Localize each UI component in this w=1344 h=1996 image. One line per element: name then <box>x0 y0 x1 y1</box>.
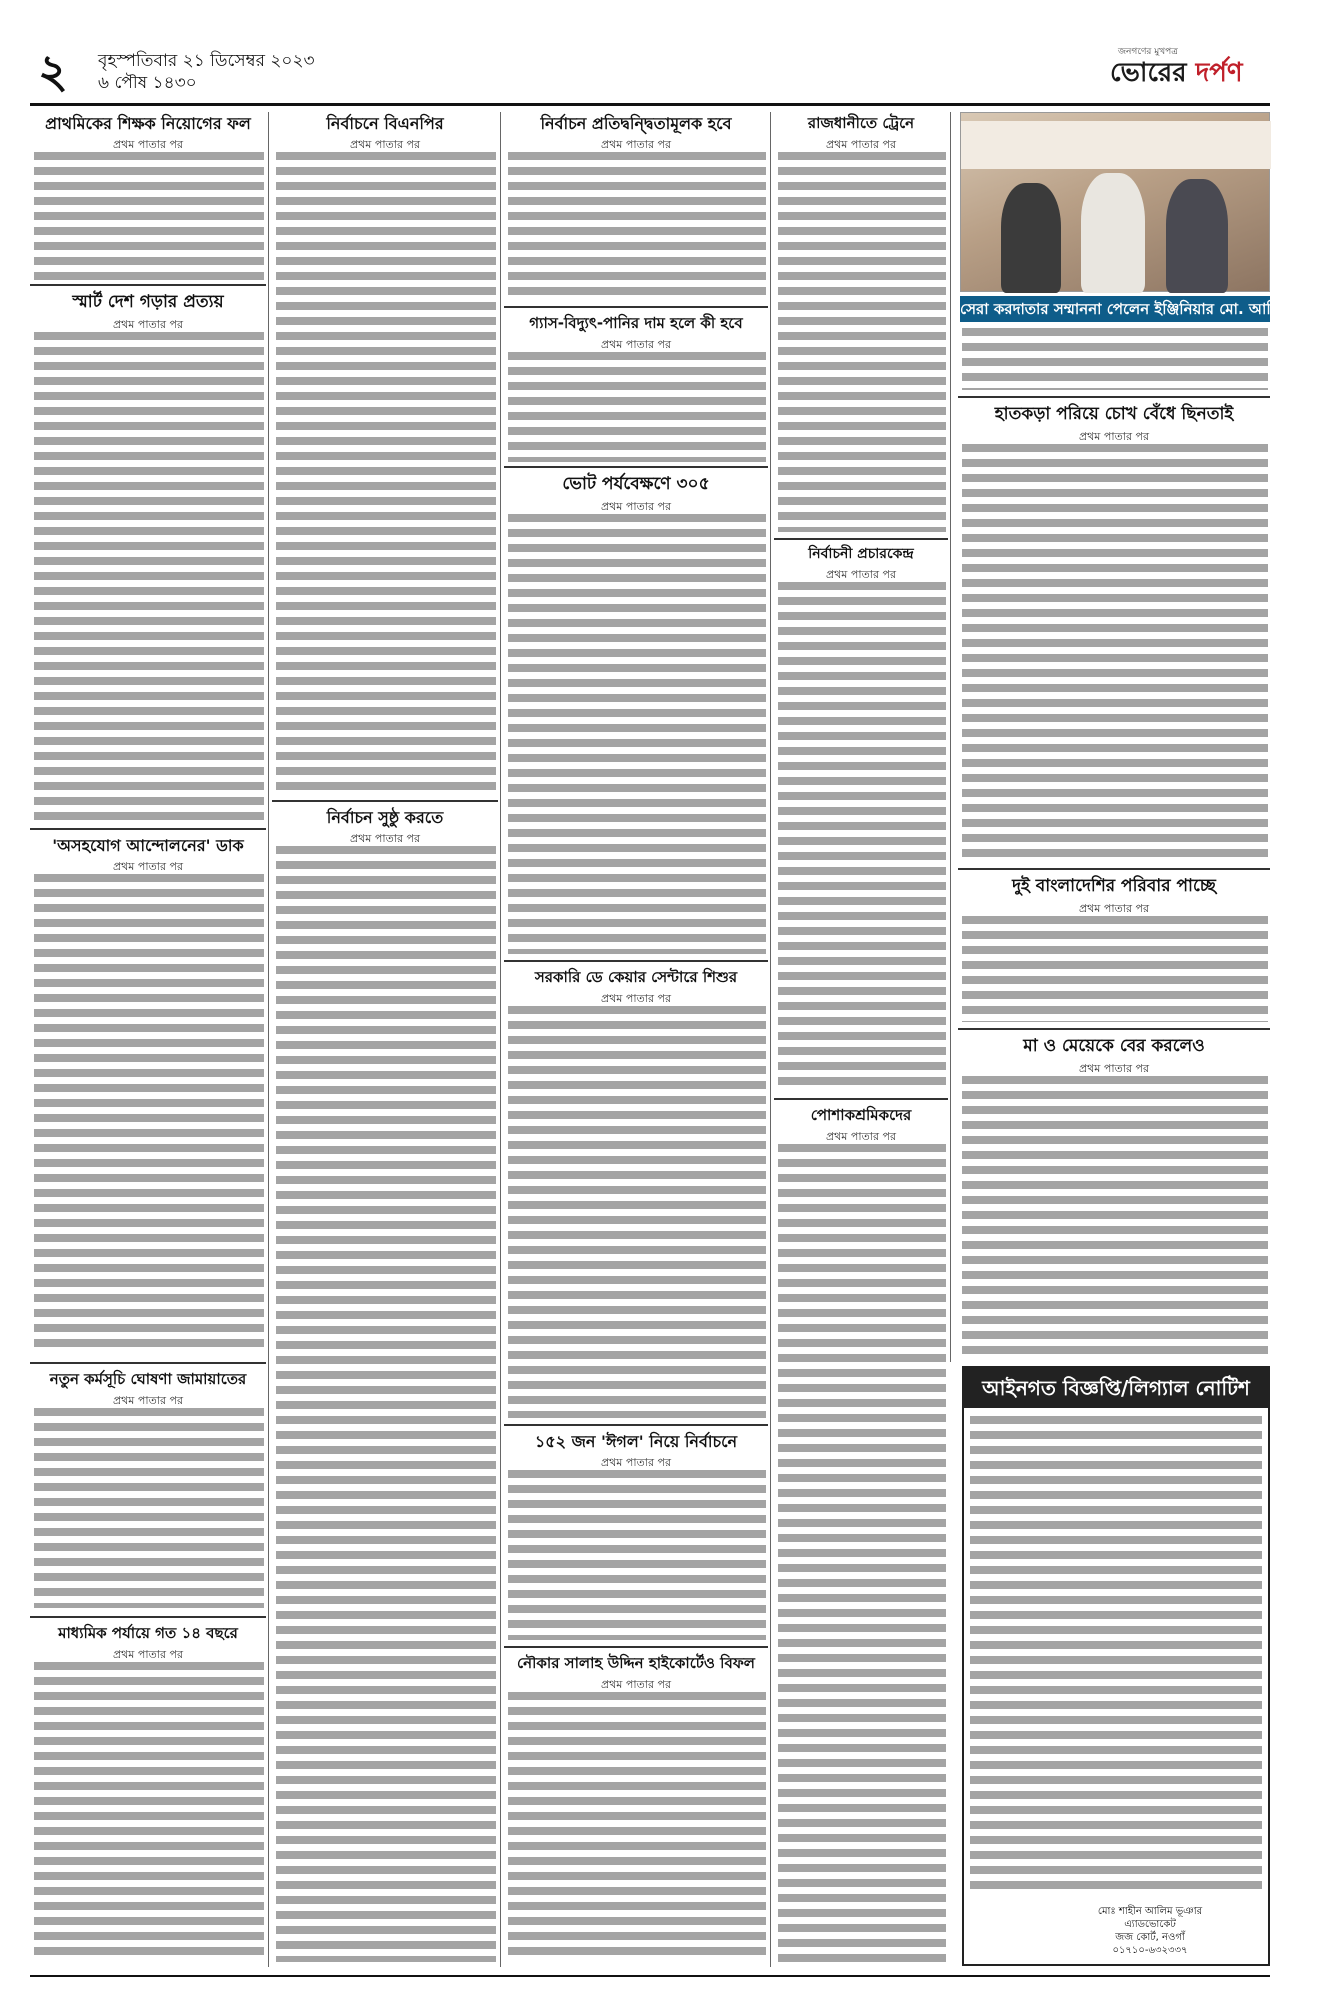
continued-label: প্রথম পাতার পর <box>112 138 184 151</box>
signature-name: মোঃ শাহীন আলিম ভূঞার <box>1097 1906 1203 1917</box>
continued-label: প্রথম পাতার পর <box>112 1648 184 1661</box>
continued-label: প্রথম পাতার পর <box>825 1130 897 1143</box>
brand-name-part1: ভোরের <box>1110 58 1187 88</box>
article-body <box>508 514 766 954</box>
article-body <box>508 1470 766 1640</box>
signature-phone: ০১৭১০-৬৩২৩৩৭ <box>1112 1945 1188 1956</box>
article-body <box>508 352 766 462</box>
article-headline: হাতকড়া পরিয়ে চোখ বেঁধে ছিনতাই <box>994 404 1234 424</box>
article-headline: 'অসহযোগ আন্দোলনের' ডাক <box>52 836 244 855</box>
photo-caption: সেরা করদাতার সম্মাননা পেলেন ইঞ্জিনিয়ার মো. আতিকুর রহমান <box>960 296 1270 322</box>
photo-banner-backdrop <box>961 121 1271 169</box>
article-headline: প্রাথমিকের শিক্ষক নিয়োগের ফল <box>45 114 251 133</box>
photo-figure <box>1001 183 1061 293</box>
article-divider <box>504 306 768 308</box>
article-headline: মা ও মেয়েকে বের করলেও <box>1023 1036 1205 1056</box>
brand-logo <box>1110 52 1243 96</box>
article-divider <box>774 1098 948 1100</box>
article-headline: নতুন কর্মসূচি ঘোষণা জামায়াতের <box>49 1370 247 1388</box>
article-divider <box>504 1424 768 1426</box>
column-rule <box>950 112 951 1362</box>
article-headline: মাধ্যমিক পর্যায়ে গত ১৪ বছরে <box>58 1624 238 1642</box>
continued-label: প্রথম পাতার পর <box>112 1394 184 1407</box>
column-rule <box>500 112 501 1967</box>
article-divider <box>504 1646 768 1648</box>
article-divider <box>958 396 1270 398</box>
article-body <box>508 152 766 302</box>
article-body <box>508 1692 766 1962</box>
article-headline: পোশাকশ্রমিকদের <box>810 1106 912 1124</box>
article-divider <box>272 800 498 802</box>
continued-label: প্রথম পাতার পর <box>1078 902 1150 915</box>
article-body <box>962 444 1268 862</box>
article-body <box>778 582 946 1092</box>
article-headline: রাজধানীতে ট্রেনে <box>807 114 915 132</box>
footer-rule <box>30 1975 1270 1977</box>
masthead-rule <box>30 103 1270 106</box>
legal-notice-signature <box>1050 1905 1250 1957</box>
continued-label: প্রথম পাতার পর <box>600 992 672 1005</box>
continued-label: প্রথম পাতার পর <box>600 500 672 513</box>
article-headline: নির্বাচনে বিএনপির <box>326 114 444 133</box>
article-headline: নির্বাচন সুষ্ঠু করতে <box>326 808 444 827</box>
photo-figure <box>1081 173 1145 293</box>
article-divider <box>30 284 266 286</box>
legal-notice-body <box>970 1416 1262 1896</box>
continued-label: প্রথম পাতার পর <box>825 568 897 581</box>
article-body <box>962 1076 1268 1358</box>
article-headline: নির্বাচন প্রতিদ্বন্দ্বিতামূলক হবে <box>540 114 732 133</box>
article-headline: নির্বাচনী প্রচারকেন্দ্র <box>808 546 914 562</box>
photo-story-body <box>962 328 1268 390</box>
article-headline: গ্যাস-বিদ্যুৎ-পানির দাম হলে কী হবে <box>529 314 743 332</box>
continued-label: প্রথম পাতার পর <box>600 1678 672 1691</box>
column-rule <box>770 112 771 1967</box>
continued-label: প্রথম পাতার পর <box>1078 1062 1150 1075</box>
article-body <box>34 1408 264 1608</box>
article-divider <box>958 868 1270 870</box>
photo-figure <box>1166 179 1228 293</box>
article-headline: ১৫২ জন 'ঈগল' নিয়ে নির্বাচনে <box>534 1432 738 1451</box>
article-body <box>276 846 496 1962</box>
continued-label: প্রথম পাতার পর <box>600 338 672 351</box>
continued-label: প্রথম পাতার পর <box>112 318 184 331</box>
article-body <box>508 1006 766 1418</box>
article-divider <box>30 1362 266 1364</box>
article-body <box>34 874 264 1354</box>
page-number: ২ <box>38 44 68 98</box>
article-divider <box>30 828 266 830</box>
brand-name-part2: দর্পণ <box>1186 58 1243 88</box>
article-divider <box>504 960 768 962</box>
continued-label: প্রথম পাতার পর <box>349 832 421 845</box>
continued-label: প্রথম পাতার পর <box>112 860 184 873</box>
column-rule <box>268 112 269 1967</box>
article-body <box>34 332 264 822</box>
brand-tagline: জনগণের মুখপত্র <box>1118 47 1178 57</box>
issue-date-weekday: বৃহস্পতিবার ২১ ডিসেম্বর ২০২৩ <box>98 51 315 71</box>
article-body <box>276 152 496 792</box>
article-body <box>34 1662 264 1962</box>
article-divider <box>504 466 768 468</box>
signature-title: এ্যাডভোকেট <box>1124 1919 1176 1930</box>
article-headline: নৌকার সালাহ উদ্দিন হাইকোর্টেও বিফল <box>517 1654 755 1672</box>
article-headline: সরকারি ডে কেয়ার সেন্টারে শিশুর <box>534 968 738 986</box>
award-photo <box>960 112 1270 292</box>
signature-court: জজ কোর্ট, নওগাঁ <box>1115 1932 1185 1943</box>
issue-date <box>98 50 315 94</box>
article-divider <box>30 1616 266 1618</box>
article-headline: ভোট পর্যবেক্ষণে ৩০৫ <box>562 474 710 494</box>
legal-notice-title: আইনগত বিজ্ঞপ্তি/লিগ্যাল নোটিশ <box>964 1368 1268 1408</box>
continued-label: প্রথম পাতার পর <box>600 138 672 151</box>
issue-date-bengali: ৬ পৌষ ১৪৩০ <box>98 73 197 93</box>
article-body <box>962 916 1268 1022</box>
article-body <box>778 1144 946 1962</box>
article-divider <box>774 538 948 540</box>
continued-label: প্রথম পাতার পর <box>1078 430 1150 443</box>
article-headline: স্মার্ট দেশ গড়ার প্রত্যয় <box>72 292 224 312</box>
article-body <box>778 152 946 532</box>
continued-label: প্রথম পাতার পর <box>825 138 897 151</box>
article-headline: দুই বাংলাদেশির পরিবার পাচ্ছে <box>1012 876 1216 896</box>
continued-label: প্রথম পাতার পর <box>600 1456 672 1469</box>
article-body <box>34 152 264 280</box>
article-divider <box>958 1028 1270 1030</box>
continued-label: প্রথম পাতার পর <box>349 138 421 151</box>
